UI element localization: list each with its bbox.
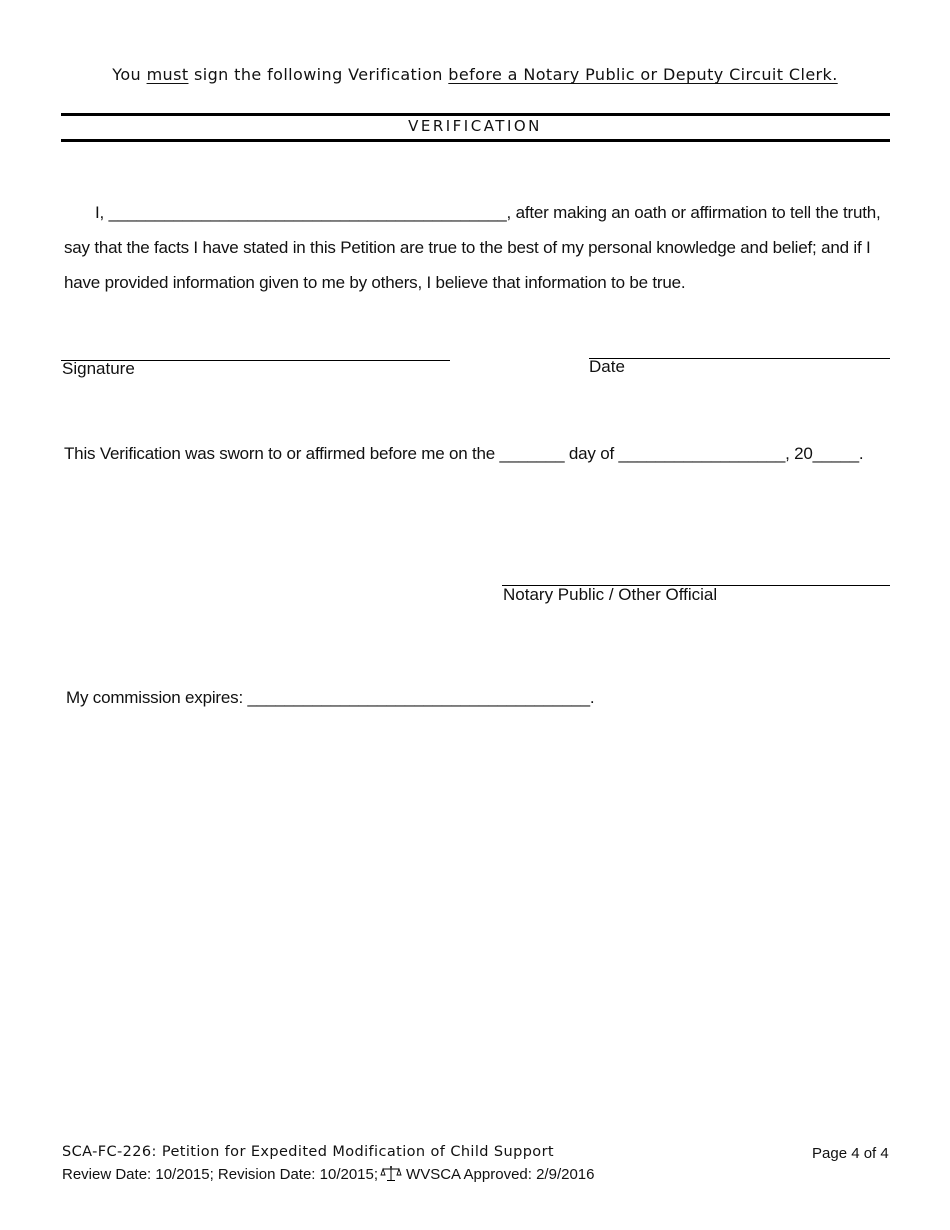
footer-approved: WVSCA Approved: 2/9/2016 <box>406 1165 595 1183</box>
date-line[interactable] <box>589 358 890 359</box>
oath-text: , after making an oath or affirmation to tell the truth, say that the facts I have stated in this Petition are true to the best of my personal knowledge and belief; and if I have provided information given to me by others, I believe that information to be true. <box>64 203 881 292</box>
scales-of-justice-icon <box>380 1165 402 1183</box>
section-title: VERIFICATION <box>408 117 542 135</box>
notice-emphasis: before a Notary Public or Deputy Circuit Clerk. <box>448 65 838 84</box>
date-label: Date <box>589 357 625 376</box>
oath-paragraph <box>64 195 890 300</box>
notice-part2: sign the following Verification <box>188 65 449 84</box>
notice-part1: You <box>112 65 147 84</box>
footer-form-title: SCA-FC-226: Petition for Expedited Modification of Child Support <box>62 1144 555 1160</box>
sworn-statement: This Verification was sworn to or affirmed before me on the _______ day of __________________, 20_____. <box>64 444 864 463</box>
top-rule <box>61 113 890 116</box>
signature-label: Signature <box>62 359 135 378</box>
notary-label: Notary Public / Other Official <box>503 585 718 604</box>
page-number: Page 4 of 4 <box>812 1145 889 1162</box>
oath-prefix: I, <box>95 203 109 222</box>
notice-must: must <box>146 65 189 84</box>
notary-notice <box>0 65 950 84</box>
commission-expires: My commission expires: _____________________________________. <box>66 688 595 707</box>
footer-dates <box>62 1165 594 1183</box>
name-blank[interactable]: ___________________________________________ <box>108 203 507 222</box>
bottom-rule <box>61 139 890 142</box>
footer-dates-prefix: Review Date: 10/2015; Revision Date: 10/2015; <box>62 1165 379 1183</box>
